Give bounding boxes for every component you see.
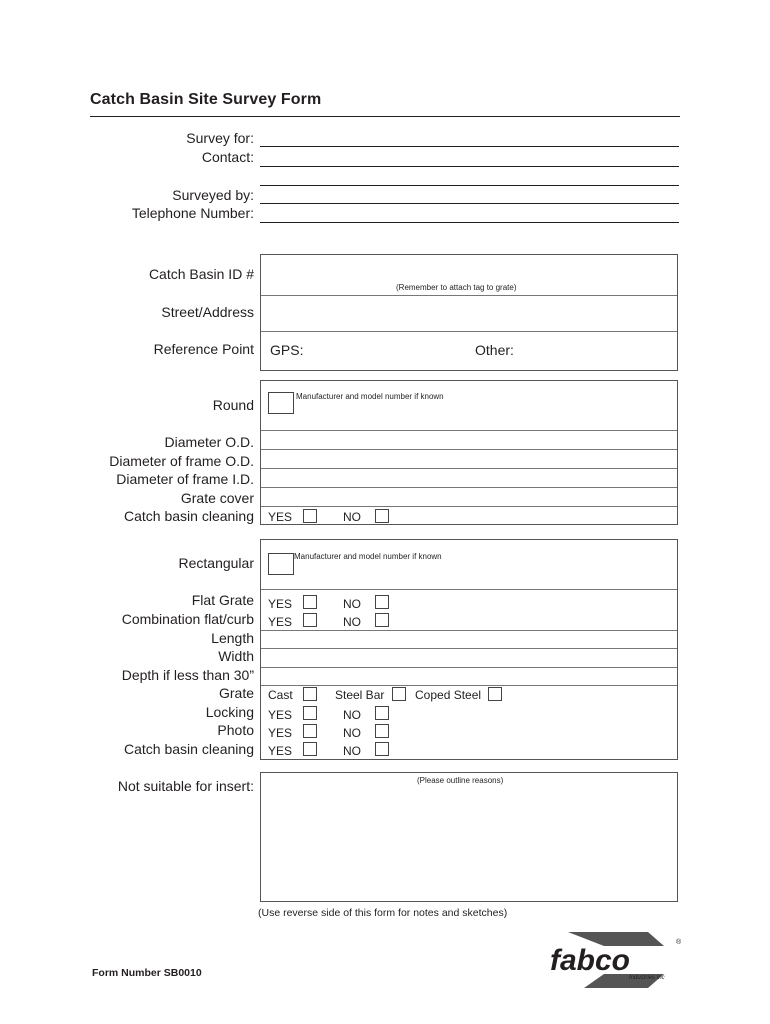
combination-yes-label: YES [268, 615, 293, 629]
form-number: Form Number SB0010 [92, 967, 202, 979]
locking-yes-label: YES [268, 708, 293, 722]
street-address-label: Street/Address [161, 304, 254, 320]
depth-label: Depth if less than 30” [121, 667, 254, 683]
row-divider [261, 685, 677, 686]
tag-note: (Remember to attach tag to grate) [396, 283, 517, 292]
photo-label: Photo [217, 722, 254, 738]
row-divider [261, 506, 677, 507]
contact-field[interactable] [260, 166, 679, 167]
combination-no-label: NO [343, 615, 361, 629]
rect-cleaning-yes-label: YES [268, 744, 293, 758]
cleaning-yes-checkbox[interactable] [303, 509, 317, 523]
cleaning-no-label: NO [343, 510, 361, 524]
fabco-logo [548, 930, 684, 990]
grate-steel-bar-checkbox[interactable] [392, 687, 406, 701]
photo-no-label: NO [343, 726, 361, 740]
contact-label: Contact: [201, 149, 254, 165]
row-divider [261, 487, 677, 488]
reverse-side-note: (Use reverse side of this form for notes and sketches) [258, 907, 508, 919]
diameter-frame-od-label: Diameter of frame O.D. [109, 453, 254, 469]
flat-grate-label: Flat Grate [191, 592, 254, 608]
surveyed-by-label: Surveyed by: [172, 187, 254, 203]
cleaning-no-checkbox[interactable] [375, 509, 389, 523]
flat-grate-yes-checkbox[interactable] [303, 595, 317, 609]
width-label: Width [218, 648, 254, 664]
logo-subtitle: Industries Inc [629, 975, 665, 981]
telephone-field[interactable] [260, 222, 679, 223]
logo-wordmark: fabco [550, 944, 631, 977]
photo-no-checkbox[interactable] [375, 724, 389, 738]
grate-steel-bar-label: Steel Bar [335, 688, 385, 702]
other-label: Other: [475, 342, 514, 358]
round-checkbox[interactable] [268, 392, 294, 414]
combination-label: Combination flat/curb [121, 611, 254, 627]
rectangular-label: Rectangular [178, 555, 254, 571]
grate-cast-label: Cast [268, 688, 293, 702]
not-suitable-label: Not suitable for insert: [117, 778, 254, 794]
outline-reasons-note: (Please outline reasons) [417, 776, 504, 785]
grate-coped-steel-label: Coped Steel [415, 688, 482, 702]
rect-cleaning-no-checkbox[interactable] [375, 742, 389, 756]
survey-for-label: Survey for: [186, 130, 254, 146]
diameter-frame-id-label: Diameter of frame I.D. [116, 471, 254, 487]
row-divider [261, 589, 677, 590]
grate-cover-label: Grate cover [180, 490, 254, 506]
catch-basin-id-label: Catch Basin ID # [148, 266, 254, 282]
street-address-field[interactable] [261, 296, 677, 331]
locking-yes-checkbox[interactable] [303, 706, 317, 720]
flat-grate-no-label: NO [343, 597, 361, 611]
row-divider [261, 331, 677, 332]
logo-registered-mark: ® [676, 939, 682, 946]
id-section-box [260, 254, 678, 371]
row-divider [261, 449, 677, 450]
rect-cleaning-no-label: NO [343, 744, 361, 758]
length-label: Length [211, 630, 254, 646]
rectangular-section-box [260, 539, 678, 760]
rect-cleaning-yes-checkbox[interactable] [303, 742, 317, 756]
row-divider [261, 667, 677, 668]
row-divider [261, 430, 677, 431]
locking-no-label: NO [343, 708, 361, 722]
telephone-label: Telephone Number: [131, 205, 254, 221]
surveyed-by-field[interactable] [260, 203, 679, 204]
combination-no-checkbox[interactable] [375, 613, 389, 627]
row-divider [261, 648, 677, 649]
gps-label: GPS: [270, 342, 304, 358]
flat-grate-no-checkbox[interactable] [375, 595, 389, 609]
fabco-logo-graphic [548, 930, 684, 990]
form-title: Catch Basin Site Survey Form [90, 91, 322, 108]
diameter-od-label: Diameter O.D. [164, 434, 254, 450]
grate-coped-steel-checkbox[interactable] [488, 687, 502, 701]
combination-yes-checkbox[interactable] [303, 613, 317, 627]
survey-for-field[interactable] [260, 146, 679, 147]
rect-manufacturer-note: Manufacturer and model number if known [294, 552, 442, 561]
cleaning-yes-label: YES [268, 510, 293, 524]
photo-yes-label: YES [268, 726, 293, 740]
row-divider [261, 468, 677, 469]
blank-line[interactable] [260, 185, 679, 186]
not-suitable-textarea[interactable] [260, 772, 678, 902]
grate-label: Grate [218, 685, 254, 701]
locking-label: Locking [205, 704, 254, 720]
reference-point-label: Reference Point [153, 341, 254, 357]
grate-cast-checkbox[interactable] [303, 687, 317, 701]
round-manufacturer-note: Manufacturer and model number if known [296, 392, 444, 401]
round-label: Round [212, 397, 254, 413]
catch-basin-cleaning-label: Catch basin cleaning [124, 508, 254, 524]
photo-yes-checkbox[interactable] [303, 724, 317, 738]
round-section-box [260, 380, 678, 525]
rectangular-checkbox[interactable] [268, 553, 294, 575]
flat-grate-yes-label: YES [268, 597, 293, 611]
locking-no-checkbox[interactable] [375, 706, 389, 720]
title-divider [90, 116, 680, 117]
row-divider [261, 630, 677, 631]
rect-cleaning-label: Catch basin cleaning [124, 741, 254, 757]
